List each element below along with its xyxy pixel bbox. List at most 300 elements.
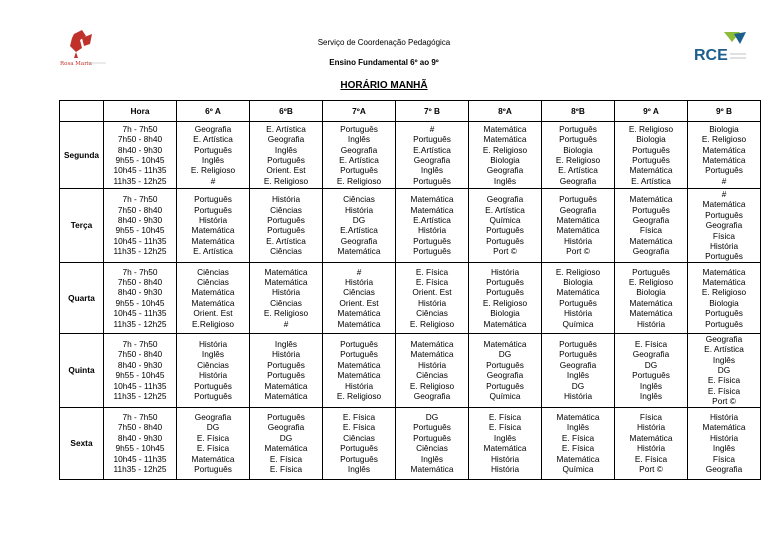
subject-entry: Orient. Est — [339, 297, 379, 308]
time-slot: 7h - 7h50 — [122, 411, 158, 422]
subject-entry: Biologia — [563, 144, 593, 155]
subject-entry: Português — [559, 194, 597, 205]
subject-entry: Português — [194, 391, 232, 402]
subject-entry: Geografia — [632, 215, 670, 226]
subject-entry: Geografia — [340, 235, 378, 246]
class-subjects-cell — [688, 262, 761, 333]
subject-entry: Física — [712, 453, 736, 464]
subject-entry: Biologia — [636, 134, 666, 145]
column-header-class: 6ºB — [250, 101, 323, 122]
subject-entry: História — [709, 241, 739, 252]
subject-entry: E. Física — [488, 411, 522, 422]
subject-entry: Português — [632, 144, 670, 155]
subject-entry: Matemática — [556, 225, 600, 236]
subject-entry: E. Religioso — [701, 287, 747, 298]
subject-entry: Geografia — [486, 194, 524, 205]
subject-entry: Química — [489, 215, 521, 226]
time-slot: 7h - 7h50 — [122, 194, 158, 205]
subject-entry: Matemática — [264, 277, 308, 288]
subject-entry: DG — [279, 432, 293, 443]
time-slot: 8h40 - 9h30 — [117, 215, 163, 226]
subject-entry: Inglês — [420, 453, 444, 464]
subject-entry: E. Religioso — [628, 123, 674, 134]
subject-entry: História — [417, 297, 447, 308]
subject-entry: História — [490, 453, 520, 464]
subject-entry: E. Artística — [266, 235, 306, 246]
subject-entry: E. Física — [269, 453, 303, 464]
column-header-class: 7ºA — [323, 101, 396, 122]
subject-entry: Português — [632, 155, 670, 165]
subject-entry: Português — [267, 411, 305, 422]
logo-left-text: Rosa Maria — [60, 61, 92, 67]
time-slot: 7h50 - 8h40 — [117, 134, 163, 145]
class-subjects-cell — [323, 122, 396, 189]
subject-entry: História — [198, 215, 228, 226]
subject-entry: E.Artística — [340, 225, 378, 236]
subject-entry: Matemática — [191, 287, 235, 298]
subject-entry: E. Física — [415, 266, 449, 277]
subject-entry: Português — [194, 464, 232, 474]
subject-entry: Geografia — [194, 411, 232, 422]
subject-entry: Ciências — [416, 308, 448, 319]
subject-entry: Ciências — [343, 194, 375, 205]
day-row — [60, 122, 761, 189]
time-slots-cell — [104, 262, 177, 333]
day-row — [60, 407, 761, 479]
class-subjects-cell — [323, 189, 396, 263]
time-slot: 9h55 - 10h45 — [115, 297, 165, 308]
subject-entry: Orient. Est — [266, 165, 306, 176]
subject-entry: Ciências — [416, 443, 448, 454]
subject-entry: DG — [644, 359, 658, 370]
time-slot: 8h40 - 9h30 — [117, 432, 163, 443]
day-label: Segunda — [60, 122, 104, 189]
subject-entry: História — [344, 204, 374, 215]
class-subjects-cell — [250, 333, 323, 407]
subject-entry: Ciências — [343, 287, 375, 298]
subject-entry: Português — [559, 134, 597, 145]
subject-entry: Português — [705, 209, 743, 220]
subject-entry: Inglês — [493, 175, 517, 186]
subject-entry: Matemática — [337, 308, 381, 319]
subject-entry: Ciências — [416, 370, 448, 381]
time-slot: 11h35 - 12h25 — [113, 391, 167, 402]
subject-entry: Física — [639, 411, 663, 422]
day-label: Terça — [60, 189, 104, 263]
day-label: Sexta — [60, 407, 104, 479]
subject-entry: Matemática — [483, 318, 527, 329]
subject-entry: Português — [340, 339, 378, 350]
subject-entry: Português — [267, 225, 305, 236]
subject-entry: Matemática — [410, 464, 454, 474]
subject-entry: E. Física — [488, 422, 522, 433]
class-subjects-cell — [250, 407, 323, 479]
class-subjects-cell — [542, 333, 615, 407]
time-slots-cell — [104, 122, 177, 189]
subject-entry: Inglês — [347, 134, 371, 145]
class-subjects-cell — [542, 189, 615, 263]
class-subjects-cell — [250, 262, 323, 333]
subject-entry: Geografia — [486, 370, 524, 381]
subject-entry: Geografia — [632, 246, 670, 257]
subject-entry: E. Artística — [193, 134, 233, 145]
column-header-class: 8ºA — [469, 101, 542, 122]
subject-entry: Inglês — [274, 339, 298, 350]
time-slot: 10h45 - 11h35 — [113, 165, 167, 176]
time-slot: 9h55 - 10h45 — [115, 370, 165, 381]
subject-entry: E. Religioso — [482, 144, 528, 155]
subject-entry: E. Artística — [558, 165, 598, 176]
subject-entry: História — [563, 391, 593, 402]
subject-entry: História — [490, 464, 520, 474]
time-slot: 8h40 - 9h30 — [117, 287, 163, 298]
subject-entry: Português — [705, 318, 743, 329]
subject-entry: Ciências — [270, 204, 302, 215]
subject-entry: Inglês — [420, 165, 444, 176]
subject-entry: Matemática — [702, 422, 746, 433]
subject-entry: E. Física — [196, 443, 230, 454]
subject-entry: Matemática — [629, 235, 673, 246]
subject-entry: Inglês — [639, 380, 663, 391]
class-subjects-cell — [469, 407, 542, 479]
subject-entry: Inglês — [493, 432, 517, 443]
subject-entry: DG — [498, 349, 512, 360]
class-subjects-cell — [542, 122, 615, 189]
column-header-hora: Hora — [104, 101, 177, 122]
subject-entry: Port © — [639, 464, 663, 474]
class-subjects-cell — [323, 333, 396, 407]
subject-entry: Física — [639, 225, 663, 236]
subject-entry: Geografia — [194, 123, 232, 134]
class-subjects-cell — [688, 333, 761, 407]
class-subjects-cell — [469, 189, 542, 263]
subject-entry: Matemática — [702, 266, 746, 277]
day-row — [60, 189, 761, 263]
subject-entry: E. Religioso — [628, 277, 674, 288]
subject-entry: Matemática — [702, 277, 746, 288]
subject-entry: Inglês — [712, 443, 736, 454]
time-slot: 11h35 - 12h25 — [113, 175, 167, 186]
subject-entry: Inglês — [201, 349, 225, 360]
time-slot: 8h40 - 9h30 — [117, 359, 163, 370]
subject-entry: História — [636, 443, 666, 454]
subject-entry: Matemática — [191, 297, 235, 308]
subject-entry: Ciências — [197, 277, 229, 288]
class-subjects-cell — [177, 407, 250, 479]
subject-entry: História — [563, 308, 593, 319]
subject-entry: E. Artística — [339, 155, 379, 165]
school-level-title: Ensino Fundamental 6º ao 9º — [329, 58, 439, 67]
subject-entry: Matemática — [629, 297, 673, 308]
subject-entry: História — [636, 422, 666, 433]
subject-entry: História — [417, 225, 447, 236]
time-slots-cell — [104, 189, 177, 263]
subject-entry: Matemática — [483, 443, 527, 454]
subject-entry: Geografia — [267, 422, 305, 433]
subject-entry: Geografia — [632, 349, 670, 360]
subject-entry: História — [198, 370, 228, 381]
subject-entry: História — [271, 287, 301, 298]
time-slot: 7h - 7h50 — [122, 123, 158, 134]
subject-entry: História — [490, 266, 520, 277]
subject-entry: E. Religioso — [263, 175, 309, 186]
subject-entry: E. Artística — [631, 175, 671, 186]
subject-entry: # — [721, 175, 727, 186]
subject-entry: Química — [562, 464, 594, 474]
subject-entry: # — [283, 318, 289, 329]
subject-entry: Matemática — [556, 411, 600, 422]
class-subjects-cell — [177, 262, 250, 333]
subject-entry: E. Religioso — [555, 266, 601, 277]
subject-entry: Matemática — [629, 308, 673, 319]
subject-entry: DG — [352, 215, 366, 226]
subject-entry: História — [271, 349, 301, 360]
subject-entry: Português — [486, 359, 524, 370]
subject-entry: E. Física — [342, 422, 376, 433]
subject-entry: História — [709, 411, 739, 422]
subject-entry: Orient. Est — [412, 287, 452, 298]
class-subjects-cell — [396, 407, 469, 479]
subject-entry: Português — [705, 251, 743, 262]
subject-entry: E.Religioso — [192, 318, 234, 329]
column-header-class: 8ºB — [542, 101, 615, 122]
subject-entry: E.Artística — [413, 215, 451, 226]
subject-entry: Matemática — [337, 370, 381, 381]
subject-entry: E. Física — [415, 277, 449, 288]
time-slot: 10h45 - 11h35 — [113, 453, 167, 464]
subject-entry: Matemática — [410, 204, 454, 215]
subject-entry: E. Física — [561, 443, 595, 454]
subject-entry: Matemática — [702, 155, 746, 165]
subject-entry: Português — [559, 339, 597, 350]
time-slots-cell — [104, 407, 177, 479]
class-subjects-cell — [615, 407, 688, 479]
subject-entry: Português — [413, 432, 451, 443]
subject-entry: Geografia — [340, 144, 378, 155]
day-label: Quinta — [60, 333, 104, 407]
day-label: Quarta — [60, 262, 104, 333]
subject-entry: E.Artística — [413, 144, 451, 155]
subject-entry: Matemática — [410, 349, 454, 360]
class-subjects-cell — [396, 189, 469, 263]
time-slot: 11h35 - 12h25 — [113, 318, 167, 329]
subject-entry: Matemática — [264, 266, 308, 277]
subject-entry: Matemática — [264, 380, 308, 391]
time-slot: 9h55 - 10h45 — [115, 155, 165, 165]
class-subjects-cell — [177, 122, 250, 189]
subject-entry: Português — [559, 123, 597, 134]
subject-entry: Português — [194, 380, 232, 391]
subject-entry: História — [271, 194, 301, 205]
subject-entry: Português — [486, 380, 524, 391]
subject-entry: Inglês — [639, 391, 663, 402]
day-row — [60, 333, 761, 407]
subject-entry: E. Religioso — [336, 391, 382, 402]
subject-entry: Português — [267, 155, 305, 165]
header-row — [60, 101, 761, 122]
subject-entry: Inglês — [347, 464, 371, 474]
class-subjects-cell — [688, 122, 761, 189]
subject-entry: Ciências — [270, 297, 302, 308]
subject-entry: Matemática — [264, 391, 308, 402]
subject-entry: Português — [194, 204, 232, 215]
subject-entry: E. Religioso — [409, 380, 455, 391]
class-subjects-cell — [615, 333, 688, 407]
subject-entry: Matemática — [629, 194, 673, 205]
column-header-class: 9º A — [615, 101, 688, 122]
subject-entry: Port © — [566, 246, 590, 257]
subject-entry: Geografia — [705, 464, 743, 474]
time-slots-cell — [104, 333, 177, 407]
subject-entry: E. Física — [196, 432, 230, 443]
subject-entry: Matemática — [702, 144, 746, 155]
time-slot: 7h50 - 8h40 — [117, 349, 163, 360]
subject-entry: Português — [632, 204, 670, 215]
subject-entry: E. Física — [342, 411, 376, 422]
subject-entry: História — [709, 432, 739, 443]
subject-entry: E. Religioso — [263, 308, 309, 319]
subject-entry: Português — [486, 287, 524, 298]
subject-entry: Geografia — [413, 391, 451, 402]
subject-entry: E. Física — [707, 375, 741, 386]
subject-entry: E. Física — [269, 464, 303, 474]
subject-entry: Português — [559, 349, 597, 360]
subject-entry: E. Artística — [266, 123, 306, 134]
subject-entry: Matemática — [483, 339, 527, 350]
time-slot: 7h - 7h50 — [122, 266, 158, 277]
class-subjects-cell — [542, 262, 615, 333]
subject-entry: Matemática — [264, 443, 308, 454]
time-slot: 7h50 - 8h40 — [117, 277, 163, 288]
class-subjects-cell — [323, 407, 396, 479]
subject-entry: Matemática — [629, 165, 673, 176]
subject-entry: Matemática — [556, 287, 600, 298]
subject-entry: Geografia — [559, 204, 597, 215]
subject-entry: Português — [413, 422, 451, 433]
subject-entry: Português — [486, 277, 524, 288]
subject-entry: E. Física — [707, 385, 741, 396]
subject-entry: E. Física — [561, 432, 595, 443]
subject-entry: História — [417, 359, 447, 370]
subject-entry: DG — [571, 380, 585, 391]
subject-entry: Português — [340, 123, 378, 134]
class-subjects-cell — [542, 407, 615, 479]
subject-entry: Matemática — [410, 194, 454, 205]
subject-entry: História — [344, 277, 374, 288]
subject-entry: Português — [267, 215, 305, 226]
subject-entry: Ciências — [197, 266, 229, 277]
subject-entry: Inglês — [566, 422, 590, 433]
class-subjects-cell — [396, 333, 469, 407]
subject-entry: Inglês — [712, 354, 736, 365]
class-subjects-cell — [615, 262, 688, 333]
rce-logo-text: RCE — [694, 47, 728, 64]
subject-entry: Português — [486, 225, 524, 236]
subject-entry: Matemática — [191, 235, 235, 246]
subject-entry: Biologia — [636, 287, 666, 298]
time-slot: 7h50 - 8h40 — [117, 422, 163, 433]
time-slot: 7h50 - 8h40 — [117, 204, 163, 215]
subject-entry: Biologia — [709, 297, 739, 308]
subject-entry: Português — [413, 134, 451, 145]
subject-entry: Biologia — [709, 123, 739, 134]
class-subjects-cell — [323, 262, 396, 333]
column-header-class: 7º B — [396, 101, 469, 122]
subject-entry: Geografia — [267, 134, 305, 145]
column-header-class: 9º B — [688, 101, 761, 122]
subject-entry: E. Artística — [193, 246, 233, 257]
subject-entry: Ciências — [343, 432, 375, 443]
subject-entry: DG — [717, 365, 731, 376]
column-header-class: 6º A — [177, 101, 250, 122]
time-slot: 11h35 - 12h25 — [113, 464, 167, 474]
subject-entry: Português — [194, 144, 232, 155]
subject-entry: E. Religioso — [409, 318, 455, 329]
subject-entry: E. Religioso — [190, 165, 236, 176]
class-subjects-cell — [177, 189, 250, 263]
subject-entry: Orient. Est — [193, 308, 233, 319]
class-subjects-cell — [250, 122, 323, 189]
time-slot: 8h40 - 9h30 — [117, 144, 163, 155]
subject-entry: Matemática — [337, 359, 381, 370]
subject-entry: Português — [632, 266, 670, 277]
subject-entry: Português — [705, 308, 743, 319]
subject-entry: Biologia — [563, 277, 593, 288]
subject-entry: Português — [413, 246, 451, 257]
subject-entry: Matemática — [337, 318, 381, 329]
subject-entry: Ciências — [270, 246, 302, 257]
subject-entry: # — [210, 175, 216, 186]
subject-entry: # — [356, 266, 362, 277]
time-slot: 9h55 - 10h45 — [115, 225, 165, 236]
subject-entry: Inglês — [201, 155, 225, 165]
class-subjects-cell — [396, 262, 469, 333]
class-subjects-cell — [615, 189, 688, 263]
subject-entry: E. Física — [634, 339, 668, 350]
time-slot: 11h35 - 12h25 — [113, 246, 167, 257]
subject-entry: Português — [632, 370, 670, 381]
subject-entry: Português — [194, 194, 232, 205]
schedule-title: HORÁRIO MANHÃ — [340, 80, 428, 91]
class-subjects-cell — [469, 333, 542, 407]
subject-entry: Geografia — [486, 165, 524, 176]
subject-entry: Português — [267, 370, 305, 381]
time-slot: 10h45 - 11h35 — [113, 380, 167, 391]
subject-entry: Inglês — [566, 370, 590, 381]
subject-entry: E. Física — [634, 453, 668, 464]
corner-cell — [60, 101, 104, 122]
subject-entry: Ciências — [197, 359, 229, 370]
subject-entry: Geografia — [559, 175, 597, 186]
subject-entry: Português — [413, 175, 451, 186]
subject-entry: Português — [340, 443, 378, 454]
subject-entry: Português — [340, 453, 378, 464]
subject-entry: História — [563, 235, 593, 246]
subject-entry: Física — [712, 230, 736, 241]
subject-entry: # — [429, 123, 435, 134]
class-subjects-cell — [688, 407, 761, 479]
subject-entry: Matemática — [629, 432, 673, 443]
subject-entry: Português — [340, 165, 378, 176]
subject-entry: E. Religioso — [555, 155, 601, 165]
class-subjects-cell — [469, 122, 542, 189]
time-slot: 7h - 7h50 — [122, 339, 158, 350]
subject-entry: Português — [413, 235, 451, 246]
subject-entry: Matemática — [483, 123, 527, 134]
subject-entry: E. Religioso — [482, 297, 528, 308]
subject-entry: E. Religioso — [701, 134, 747, 145]
subject-entry: Matemática — [556, 453, 600, 464]
